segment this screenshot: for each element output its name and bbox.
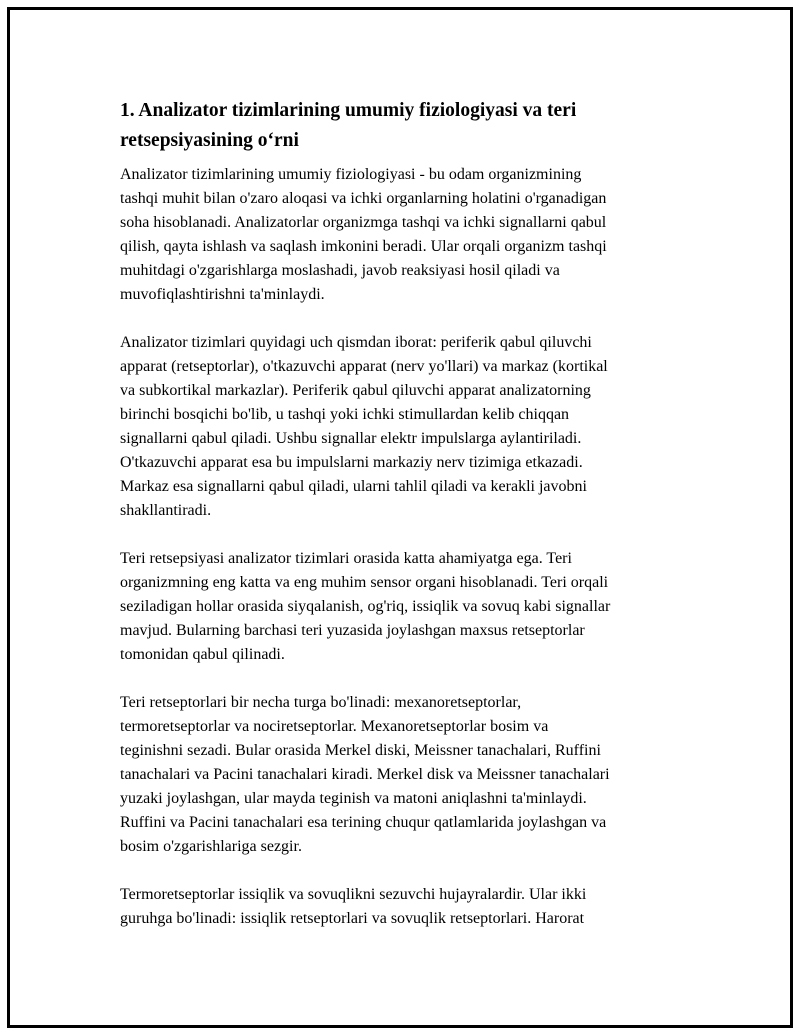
page-frame [7, 7, 793, 1028]
section-heading: 1. Analizator tizimlarining umumiy fiziologiyasi va teri retsepsiyasining o‘rni [120, 100, 577, 151]
document-body [120, 96, 686, 955]
paragraph-analyzer-parts: Analizator tizimlari quyidagi uch qismdan iborat: periferik qabul qiluvchi apparat (retseptorlar), o'tkazuvchi apparat (nerv yo'llari) va markaz (kortikal va subkortikal markazlar). Periferik qabul qiluvchi apparat analizatorning birinchi bosqichi bo'lib, u tashqi yoki ichki stimullardan kelib chiqqan signallarni qabul qiladi. Ushbu signallar elektr impulslarga aylantiriladi. O'tkazuvchi apparat esa bu impulslarni markaziy nerv tizimiga etkazadi. Markaz esa signallarni qabul qiladi, ularni tahlil qiladi va kerakli javobni shakllantiradi. [120, 334, 608, 519]
paragraph-skin-reception: Teri retsepsiyasi analizator tizimlari orasida katta ahamiyatga ega. Teri organizmning eng katta va eng muhim sensor organi hisoblanadi. Teri orqali seziladigan hollar orasida siyqalanish, og'riq, issiqlik va sovuq kabi signallar mavjud. Bularning barchasi teri yuzasida joylashgan maxsus retseptorlar tomonidan qabul qilinadi. [120, 550, 611, 663]
paragraph-skin-receptor-types: Teri retseptorlari bir necha turga bo'linadi: mexanoretseptorlar, termoretseptorlar va nociretseptorlar. Mexanoretseptorlar bosim va teginishni sezadi. Bular orasida Merkel diski, Meissner tanachalari, Ruffini tanachalari va Pacini tanachalari kiradi. Merkel disk va Meissner tanachalari yuzaki joylashgan, ular mayda teginish va matoni aniqlashni ta'minlaydi. Ruffini va Pacini tanachalari esa terining chuqur qatlamlarida joylashgan va bosim o'zgarishlariga sezgir. [120, 694, 610, 855]
paragraph-general-physiology: Analizator tizimlarining umumiy fiziologiyasi - bu odam organizmining tashqi muhit bilan o'zaro aloqasi va ichki organlarning holatini o'rganadigan soha hisoblanadi. Analizatorlar organizmga tashqi va ichki signallarni qabul qilish, qayta ishlash va saqlash imkonini beradi. Ular orqali organizm tashqi muhitdagi o'zgarishlarga moslashadi, javob reaksiyasi hosil qiladi va muvofiqlashtirishni ta'minlaydi. [120, 166, 607, 303]
paragraph-thermoreceptors: Termoretseptorlar issiqlik va sovuqlikni sezuvchi hujayralardir. Ular ikki guruhga bo'linadi: issiqlik retseptorlari va sovuqlik retseptorlari. Harorat [120, 886, 587, 927]
